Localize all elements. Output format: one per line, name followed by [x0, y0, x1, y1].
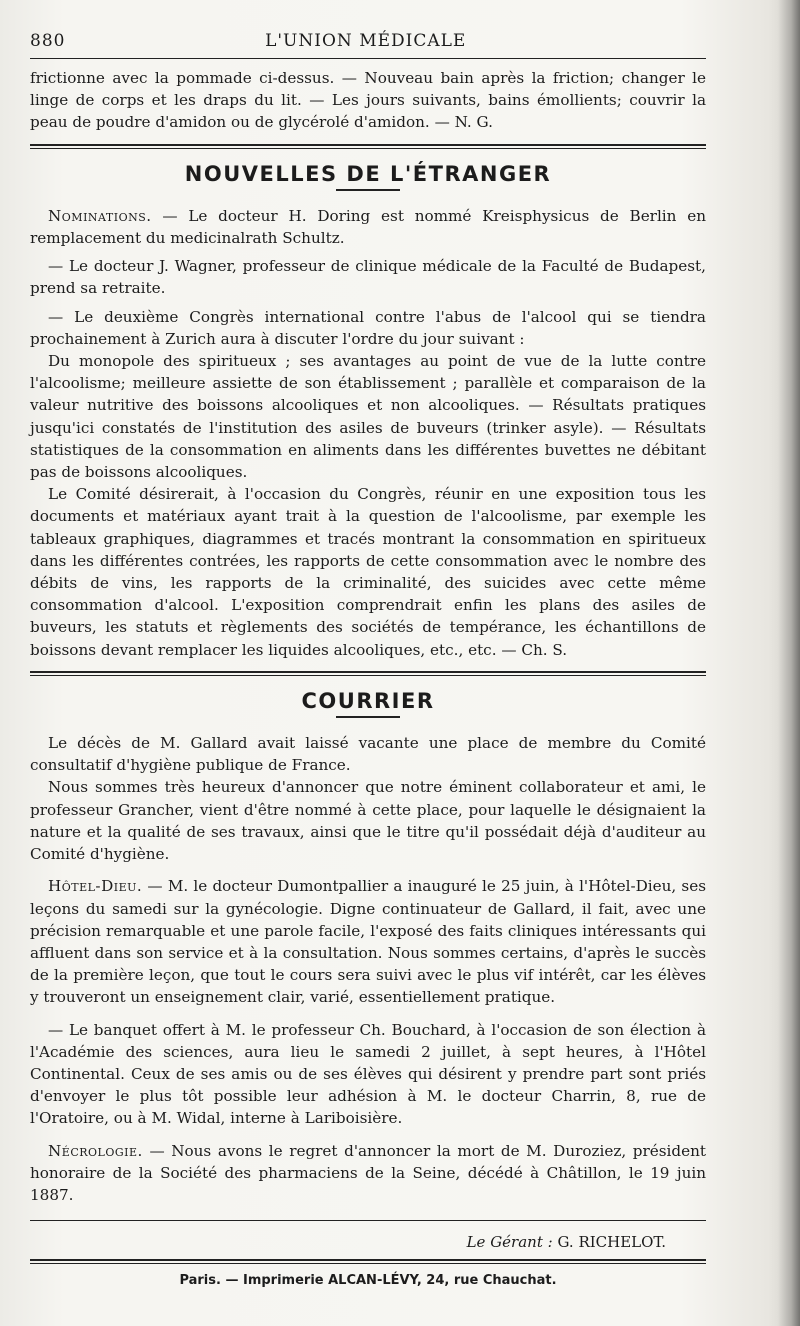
- page-edge-shadow: [778, 0, 800, 1326]
- etranger-nominations: [30, 205, 706, 249]
- etranger-congres: — Le deuxième Congrès international contre l'abus de l'alcool qui se tiendra prochainement à Zurich aura à discuter l'ordre du jour suivant :: [30, 307, 706, 348]
- hotel-dieu-label: Hôtel-Dieu.: [48, 877, 143, 896]
- section-heading-courrier: COURRIER: [301, 688, 435, 713]
- gerant-line: [30, 1231, 706, 1253]
- heading-underline-2: [336, 716, 400, 718]
- section-heading-etranger: NOUVELLES DE L'ÉTRANGER: [184, 161, 552, 186]
- courrier-hotel-dieu: [30, 875, 706, 1008]
- intro-block: [30, 67, 706, 134]
- gerant-name: G. RICHELOT.: [552, 1233, 666, 1252]
- hotel-dieu-text: — M. le docteur Dumontpallier a inauguré le 25 juin, à l'Hôtel-Dieu, ses leçons du samedi sur la gynécologie. Digne continuateur de Gallard, il fait, avec une précision remarquable et une parole facile, l'exposé des faits cliniques intéressants qui affluent dans son service et à la consultation. Nous sommes certains, d'après le succès de la première leçon, que tout le cours sera suivi avec le plus vif intérêt, car les élèves y trouveront un enseignement clair, varié, essentiellement pratique.: [30, 877, 706, 1007]
- courrier-gallard: Le décès de M. Gallard avait laissé vacante une place de membre du Comité consultatif d'hygiène publique de France.: [30, 734, 706, 775]
- section-divider: [30, 144, 706, 149]
- header-rule: [30, 58, 706, 59]
- footer-rule: [30, 1220, 706, 1221]
- gerant-label: Le Gérant :: [466, 1233, 553, 1252]
- footer-double-rule: [30, 1259, 706, 1264]
- courrier-grancher: Nous sommes très heureux d'annoncer que notre éminent collaborateur et ami, le professeur Grancher, vient d'être nommé à cette place, pour laquelle le désignaient la nature et la qualité de ses travaux, ainsi que le titre qu'il possédait déjà d'auditeur au Comité d'hygiène.: [30, 778, 706, 864]
- intro-paragraph: frictionne avec la pommade ci-dessus. — Nouveau bain après la friction; changer le linge de corps et les draps du lit. — Les jours suivants, bains émollients; couvrir la peau de poudre d'amidon ou de glycérolé d'amidon. — N. G.: [30, 69, 706, 132]
- courrier-banquet: — Le banquet offert à M. le professeur Ch. Bouchard, à l'occasion de son élection à l'Académie des sciences, aura lieu le samedi 2 juillet, à sept heures, à l'Hôtel Continental. Ceux de ses amis ou de ses élèves qui désirent y prendre part sont priés d'envoyer le plus tôt possible leur adhésion à M. le docteur Charrin, 8, rue de l'Oratoire, ou à M. Widal, interne à Lariboisière.: [30, 1020, 706, 1128]
- section-divider-2: [30, 671, 706, 676]
- etranger-wagner: — Le docteur J. Wagner, professeur de clinique médicale de la Faculté de Budapest, prend sa retraite.: [30, 257, 706, 298]
- etranger-comite: Le Comité désirerait, à l'occasion du Congrès, réunir en une exposition tous les documents et matériaux ayant trait à la question de l'alcoolisme, par exemple les tableaux graphiques, diagrammes et tracés montrant la consommation en spiritueux dans les différentes contrées, les rapports de cette consommation avec le nombre des débits de vins, les rapports de la criminalité, des suicides avec cette même consommation d'alcool. L'exposition comprendrait enfin les plans des asiles de buveurs, les statuts et règlements des sociétés de tempérance, les échantillons de boissons devant remplacer les liquides alcooliques, etc., etc. — Ch. S.: [30, 485, 706, 659]
- necrologie-label: Nécrologie.: [48, 1141, 143, 1160]
- necrologie-text: — Nous avons le regret d'annoncer la mort de M. Duroziez, président honoraire de la Société des pharmaciens de la Seine, décédé à Châtillon, le 19 juin 1887.: [30, 1141, 706, 1204]
- nominations-label: Nominations.: [48, 206, 152, 225]
- printer-imprint: Paris. — Imprimerie ALCAN-LÉVY, 24, rue Chauchat.: [179, 1273, 557, 1289]
- heading-underline: [336, 189, 400, 191]
- running-header: [30, 30, 706, 56]
- nominations-text: — Le docteur H. Doring est nommé Kreisphysicus de Berlin en remplacement du medicinalrath Schultz.: [30, 206, 706, 248]
- courrier-necrologie: [30, 1140, 706, 1207]
- page-content: [30, 30, 706, 1293]
- etranger-ordre-du-jour: Du monopole des spiritueux ; ses avantages au point de vue de la lutte contre l'alcoolisme; meilleure assiette de son établissement ; parallèle et comparaison de la valeur nutritive des boissons alcooliques et non alcooliques. — Résultats pratiques jusqu'ici constatés de l'institution des asiles de buveurs (trinker asyle). — Résultats statistiques de la consommation en aliments dans les différentes buvettes ne débitant pas de boissons alcooliques.: [30, 352, 706, 482]
- page-number: 880: [30, 31, 66, 51]
- journal-title: L'UNION MÉDICALE: [265, 31, 467, 51]
